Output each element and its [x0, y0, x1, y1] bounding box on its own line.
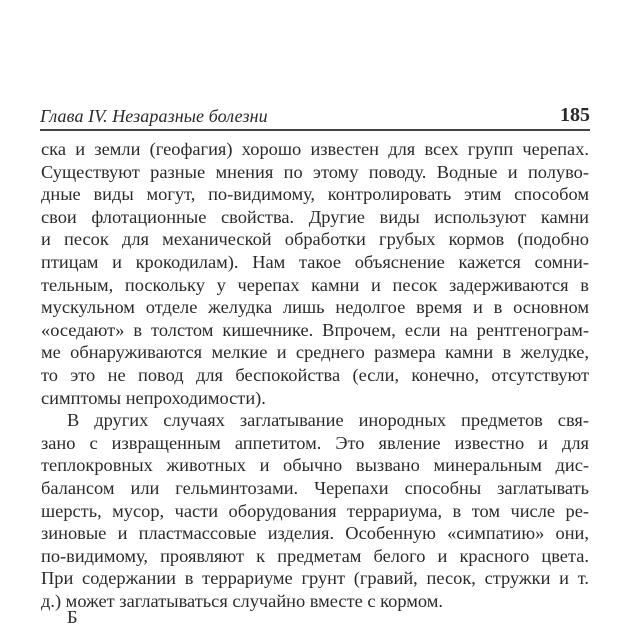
text-line: зано с извращенным аппетитом. Это явление известно и для	[41, 432, 589, 453]
page-number: 185	[560, 104, 590, 126]
running-head	[40, 104, 590, 128]
text-line: балансом или гельминтозами. Черепахи способны заглатывать	[41, 477, 589, 498]
text-line: тельным, поскольку у черепах камни и песок задерживаются в	[41, 274, 589, 295]
text-line: мускульном отделе желудка лишь недолгое время и в основном	[41, 297, 589, 318]
text-line: При содержании в террариуме грунт (гравий, песок, стружки и т.	[41, 568, 589, 589]
text-line: то это не повод для беспокойства (если, конечно, отсутствуют	[41, 364, 589, 385]
header-rule	[40, 129, 590, 131]
text-line: и песок для механической обработки грубых кормов (подобно	[41, 229, 589, 250]
chapter-title: Глава IV. Незаразные болезни	[40, 106, 268, 126]
text-line: по-видимому, проявляют к предметам белого и красного цвета.	[41, 545, 589, 566]
body-text	[41, 138, 589, 612]
cut-off-line: Б	[67, 607, 78, 627]
text-line: В других случаях заглатывание инородных предметов свя-	[67, 410, 589, 431]
text-line: зиновые и пластмассовые изделия. Особенную «симпатию» они,	[41, 523, 589, 544]
text-line: теплокровных животных и обычно вызвано минеральным дис-	[41, 455, 589, 476]
text-line: Существуют разные мнения по этому поводу. Водные и полуво-	[41, 161, 589, 182]
text-line: шерсть, мусор, части оборудования террариума, в том числе ре-	[41, 500, 589, 521]
text-line: «оседают» в толстом кишечнике. Впрочем, если на рентгенограм-	[41, 319, 589, 340]
text-line: ме обнаруживаются мелкие и среднего размера камни в желудке,	[41, 342, 589, 363]
text-line: свои флотационные свойства. Другие виды используют камни	[41, 206, 589, 227]
text-line: д.) может заглатываться случайно вместе с кормом.	[41, 590, 443, 611]
text-line: симптомы непроходимости).	[41, 387, 266, 408]
paragraph-2	[41, 409, 589, 612]
paragraph-1	[41, 138, 589, 409]
text-line: дные виды могут, по-видимому, контролировать этим способом	[41, 184, 589, 205]
text-line: ска и земли (геофагия) хорошо известен для всех групп черепах.	[41, 139, 589, 159]
text-line: птицам и крокодилам). Нам такое объяснение кажется сомни-	[41, 251, 589, 272]
